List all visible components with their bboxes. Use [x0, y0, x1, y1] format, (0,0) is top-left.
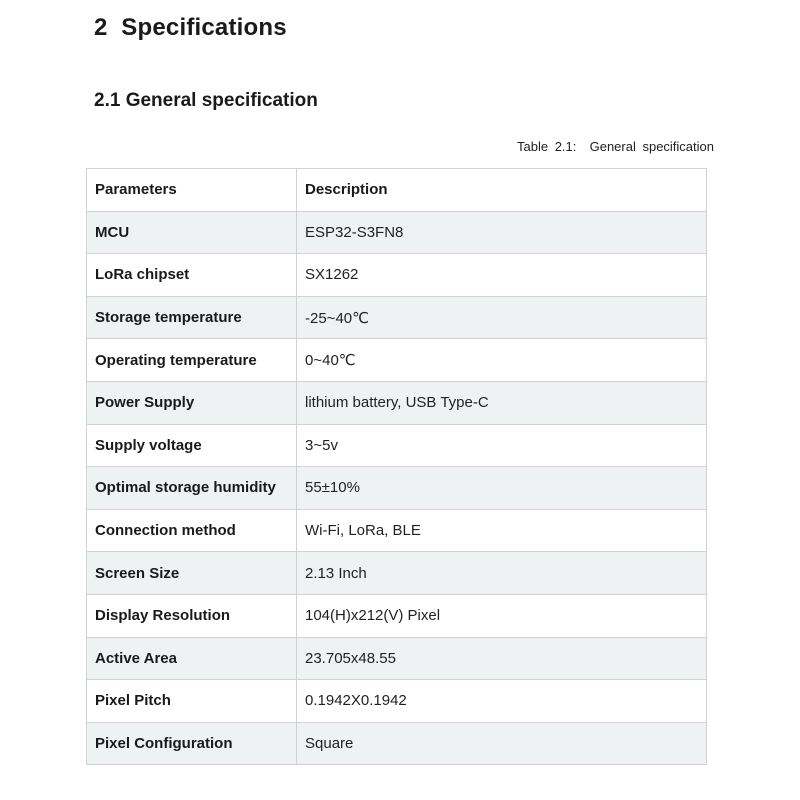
- table-row: [87, 211, 707, 254]
- section-heading: 2 Specifications: [94, 14, 287, 41]
- param-cell: Active Area: [87, 637, 297, 680]
- table-row: [87, 339, 707, 382]
- param-cell: Optimal storage humidity: [87, 467, 297, 510]
- desc-cell: 0~40℃: [297, 339, 707, 382]
- table-row: [87, 680, 707, 723]
- table-row: [87, 509, 707, 552]
- desc-cell: 3~5v: [297, 424, 707, 467]
- desc-cell: -25~40℃: [297, 296, 707, 339]
- desc-cell: 23.705x48.55: [297, 637, 707, 680]
- param-cell: LoRa chipset: [87, 254, 297, 297]
- param-cell: Power Supply: [87, 381, 297, 424]
- desc-cell: lithium battery, USB Type-C: [297, 381, 707, 424]
- table-caption: Table 2.1: General specification: [517, 139, 714, 154]
- param-cell: Screen Size: [87, 552, 297, 595]
- param-cell: MCU: [87, 211, 297, 254]
- desc-cell: 0.1942X0.1942: [297, 680, 707, 723]
- param-cell: Operating temperature: [87, 339, 297, 382]
- param-cell: Supply voltage: [87, 424, 297, 467]
- table-row: [87, 722, 707, 765]
- table-row: [87, 594, 707, 637]
- desc-cell: SX1262: [297, 254, 707, 297]
- param-cell: Pixel Pitch: [87, 680, 297, 723]
- desc-cell: 2.13 Inch: [297, 552, 707, 595]
- desc-cell: Square: [297, 722, 707, 765]
- column-header-description: Description: [297, 169, 707, 212]
- table-header-row: [87, 169, 707, 212]
- table-row: [87, 424, 707, 467]
- desc-cell: Wi-Fi, LoRa, BLE: [297, 509, 707, 552]
- param-cell: Display Resolution: [87, 594, 297, 637]
- desc-cell: 104(H)x212(V) Pixel: [297, 594, 707, 637]
- param-cell: Pixel Configuration: [87, 722, 297, 765]
- table-row: [87, 552, 707, 595]
- table-row: [87, 254, 707, 297]
- table-row: [87, 467, 707, 510]
- param-cell: Connection method: [87, 509, 297, 552]
- desc-cell: ESP32-S3FN8: [297, 211, 707, 254]
- table-row: [87, 296, 707, 339]
- column-header-parameters: Parameters: [87, 169, 297, 212]
- subsection-heading: 2.1 General specification: [94, 90, 318, 111]
- param-cell: Storage temperature: [87, 296, 297, 339]
- desc-cell: 55±10%: [297, 467, 707, 510]
- spec-table: [86, 168, 707, 765]
- table-row: [87, 637, 707, 680]
- table-row: [87, 381, 707, 424]
